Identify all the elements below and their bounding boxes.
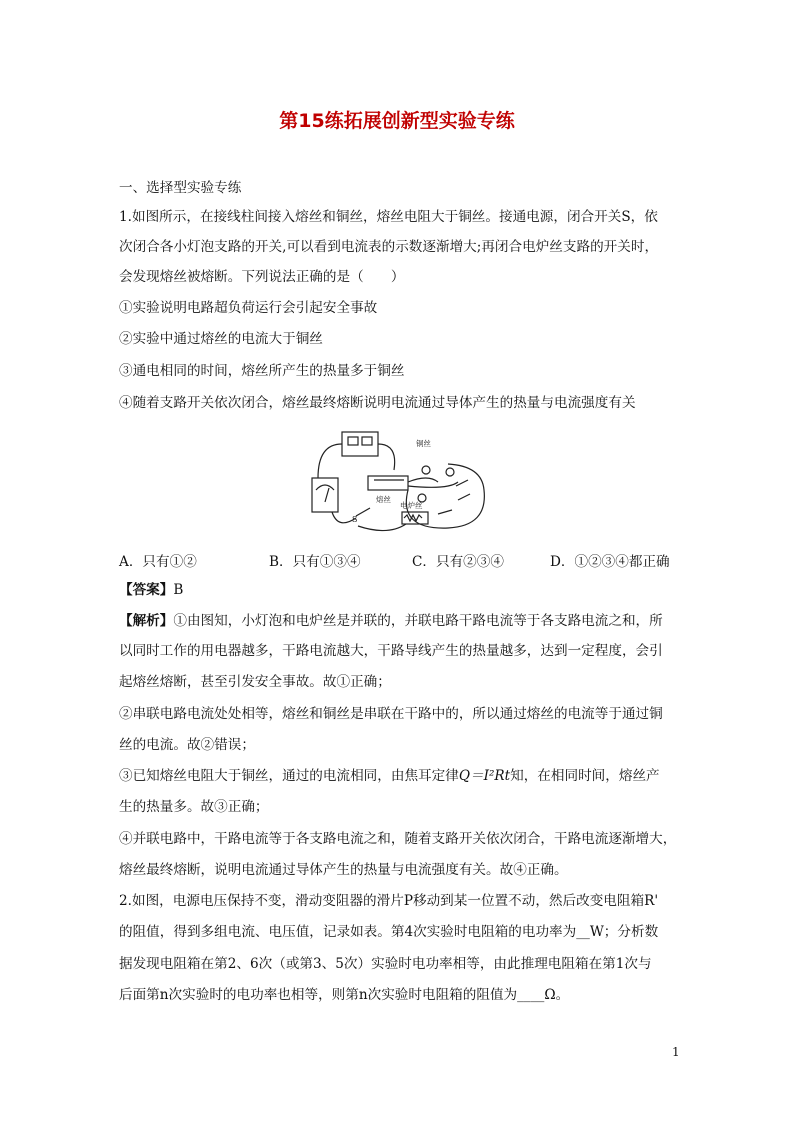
option-c: C．只有②③④ bbox=[412, 554, 504, 570]
analysis-line: 以同时工作的用电器越多，干路电流越大，干路导线产生的热量越多，达到一定程度，会引 bbox=[119, 643, 663, 659]
analysis-text: ①由图知，小灯泡和电炉丝是并联的，并联电路干路电流等于各支路电流之和，所 bbox=[173, 613, 663, 629]
q1-line: 会发现熔丝被熔断。下列说法正确的是（ ） bbox=[119, 269, 405, 285]
page-title: 第15练拓展创新型实验专练 bbox=[279, 110, 515, 132]
option-b: B．只有①③④ bbox=[269, 554, 361, 570]
bulb-icon bbox=[446, 468, 454, 476]
option-d: D．①②③④都正确 bbox=[550, 554, 670, 570]
label-switch: S bbox=[352, 515, 358, 524]
joule-formula: Q＝I²Rt bbox=[458, 768, 511, 784]
analysis-line bbox=[119, 766, 679, 786]
answer-label: 【答案】 bbox=[119, 582, 174, 598]
label-heater: 电炉丝 bbox=[400, 501, 423, 510]
q1-line: 1.如图所示，在接线柱间接入熔丝和铜丝，熔丝电阻大于铜丝。接通电源，闭合开关S，依 bbox=[119, 209, 658, 225]
answer-value: B bbox=[173, 582, 184, 598]
circuit-figure bbox=[298, 430, 498, 540]
q1-statement: ④随着支路开关依次闭合，熔丝最终熔断说明电流通过导体产生的热量与电流强度有关 bbox=[119, 395, 636, 411]
analysis-label: 【解析】 bbox=[119, 613, 174, 629]
analysis-line: ④并联电路中，干路电流等于各支路电流之和，随着支路开关依次闭合，干路电流逐渐增大， bbox=[119, 831, 677, 847]
section-heading: 一、选择型实验专练 bbox=[119, 180, 242, 196]
label-copper: 铜丝 bbox=[416, 439, 431, 448]
q1-statement: ③通电相同的时间，熔丝所产生的热量多于铜丝 bbox=[119, 363, 405, 379]
ammeter-icon bbox=[312, 478, 338, 512]
page-number: 1 bbox=[672, 1045, 680, 1059]
q2-line: 据发现电阻箱在第2、6次（或第3、5次）实验时电功率相等，由此推理电阻箱在第1次与 bbox=[119, 956, 652, 972]
analysis-line: ②串联电路电流处处相等，熔丝和铜丝是串联在干路中的，所以通过熔丝的电流等于通过铜 bbox=[119, 706, 663, 722]
q1-line: 次闭合各小灯泡支路的开关,可以看到电流表的示数逐渐增大;再闭合电炉丝支路的开关时， bbox=[119, 239, 659, 255]
q1-statement: ①实验说明电路超负荷运行会引起安全事故 bbox=[119, 300, 378, 316]
analysis-line: 熔丝最终熔断，说明电流通过导体产生的热量与电流强度有关。故④正确。 bbox=[119, 862, 568, 878]
label-fuse: 熔丝 bbox=[376, 495, 391, 504]
power-supply-icon bbox=[342, 432, 378, 456]
analysis-line: 生的热量多。故③正确； bbox=[119, 799, 269, 815]
q2-line: 的阻值，得到多组电流、电压值，记录如表。第4次实验时电阻箱的电功率为__W；分析数 bbox=[119, 924, 659, 940]
q1-statement: ②实验中通过熔丝的电流大于铜丝 bbox=[119, 331, 323, 347]
analysis-line: 丝的电流。故②错误； bbox=[119, 737, 255, 753]
analysis-line: 起熔丝熔断，甚至引发安全事故。故①正确； bbox=[119, 674, 391, 690]
q1-options bbox=[119, 550, 679, 570]
answer-line bbox=[119, 580, 679, 600]
bulb-icon bbox=[422, 466, 430, 474]
analysis-text: ③已知熔丝电阻大于铜丝，通过的电流相同，由焦耳定律 bbox=[119, 768, 459, 784]
analysis-line bbox=[119, 611, 679, 631]
q2-line: 2.如图，电源电压保持不变，滑动变阻器的滑片P移动到某一位置不动，然后改变电阻箱R' bbox=[119, 893, 659, 909]
q2-line: 后面第n次实验时的电功率也相等，则第n次实验时电阻箱的阻值为____Ω。 bbox=[119, 987, 570, 1003]
option-a: A．只有①② bbox=[119, 554, 197, 570]
analysis-text: 知，在相同时间，熔丝产 bbox=[510, 768, 660, 784]
